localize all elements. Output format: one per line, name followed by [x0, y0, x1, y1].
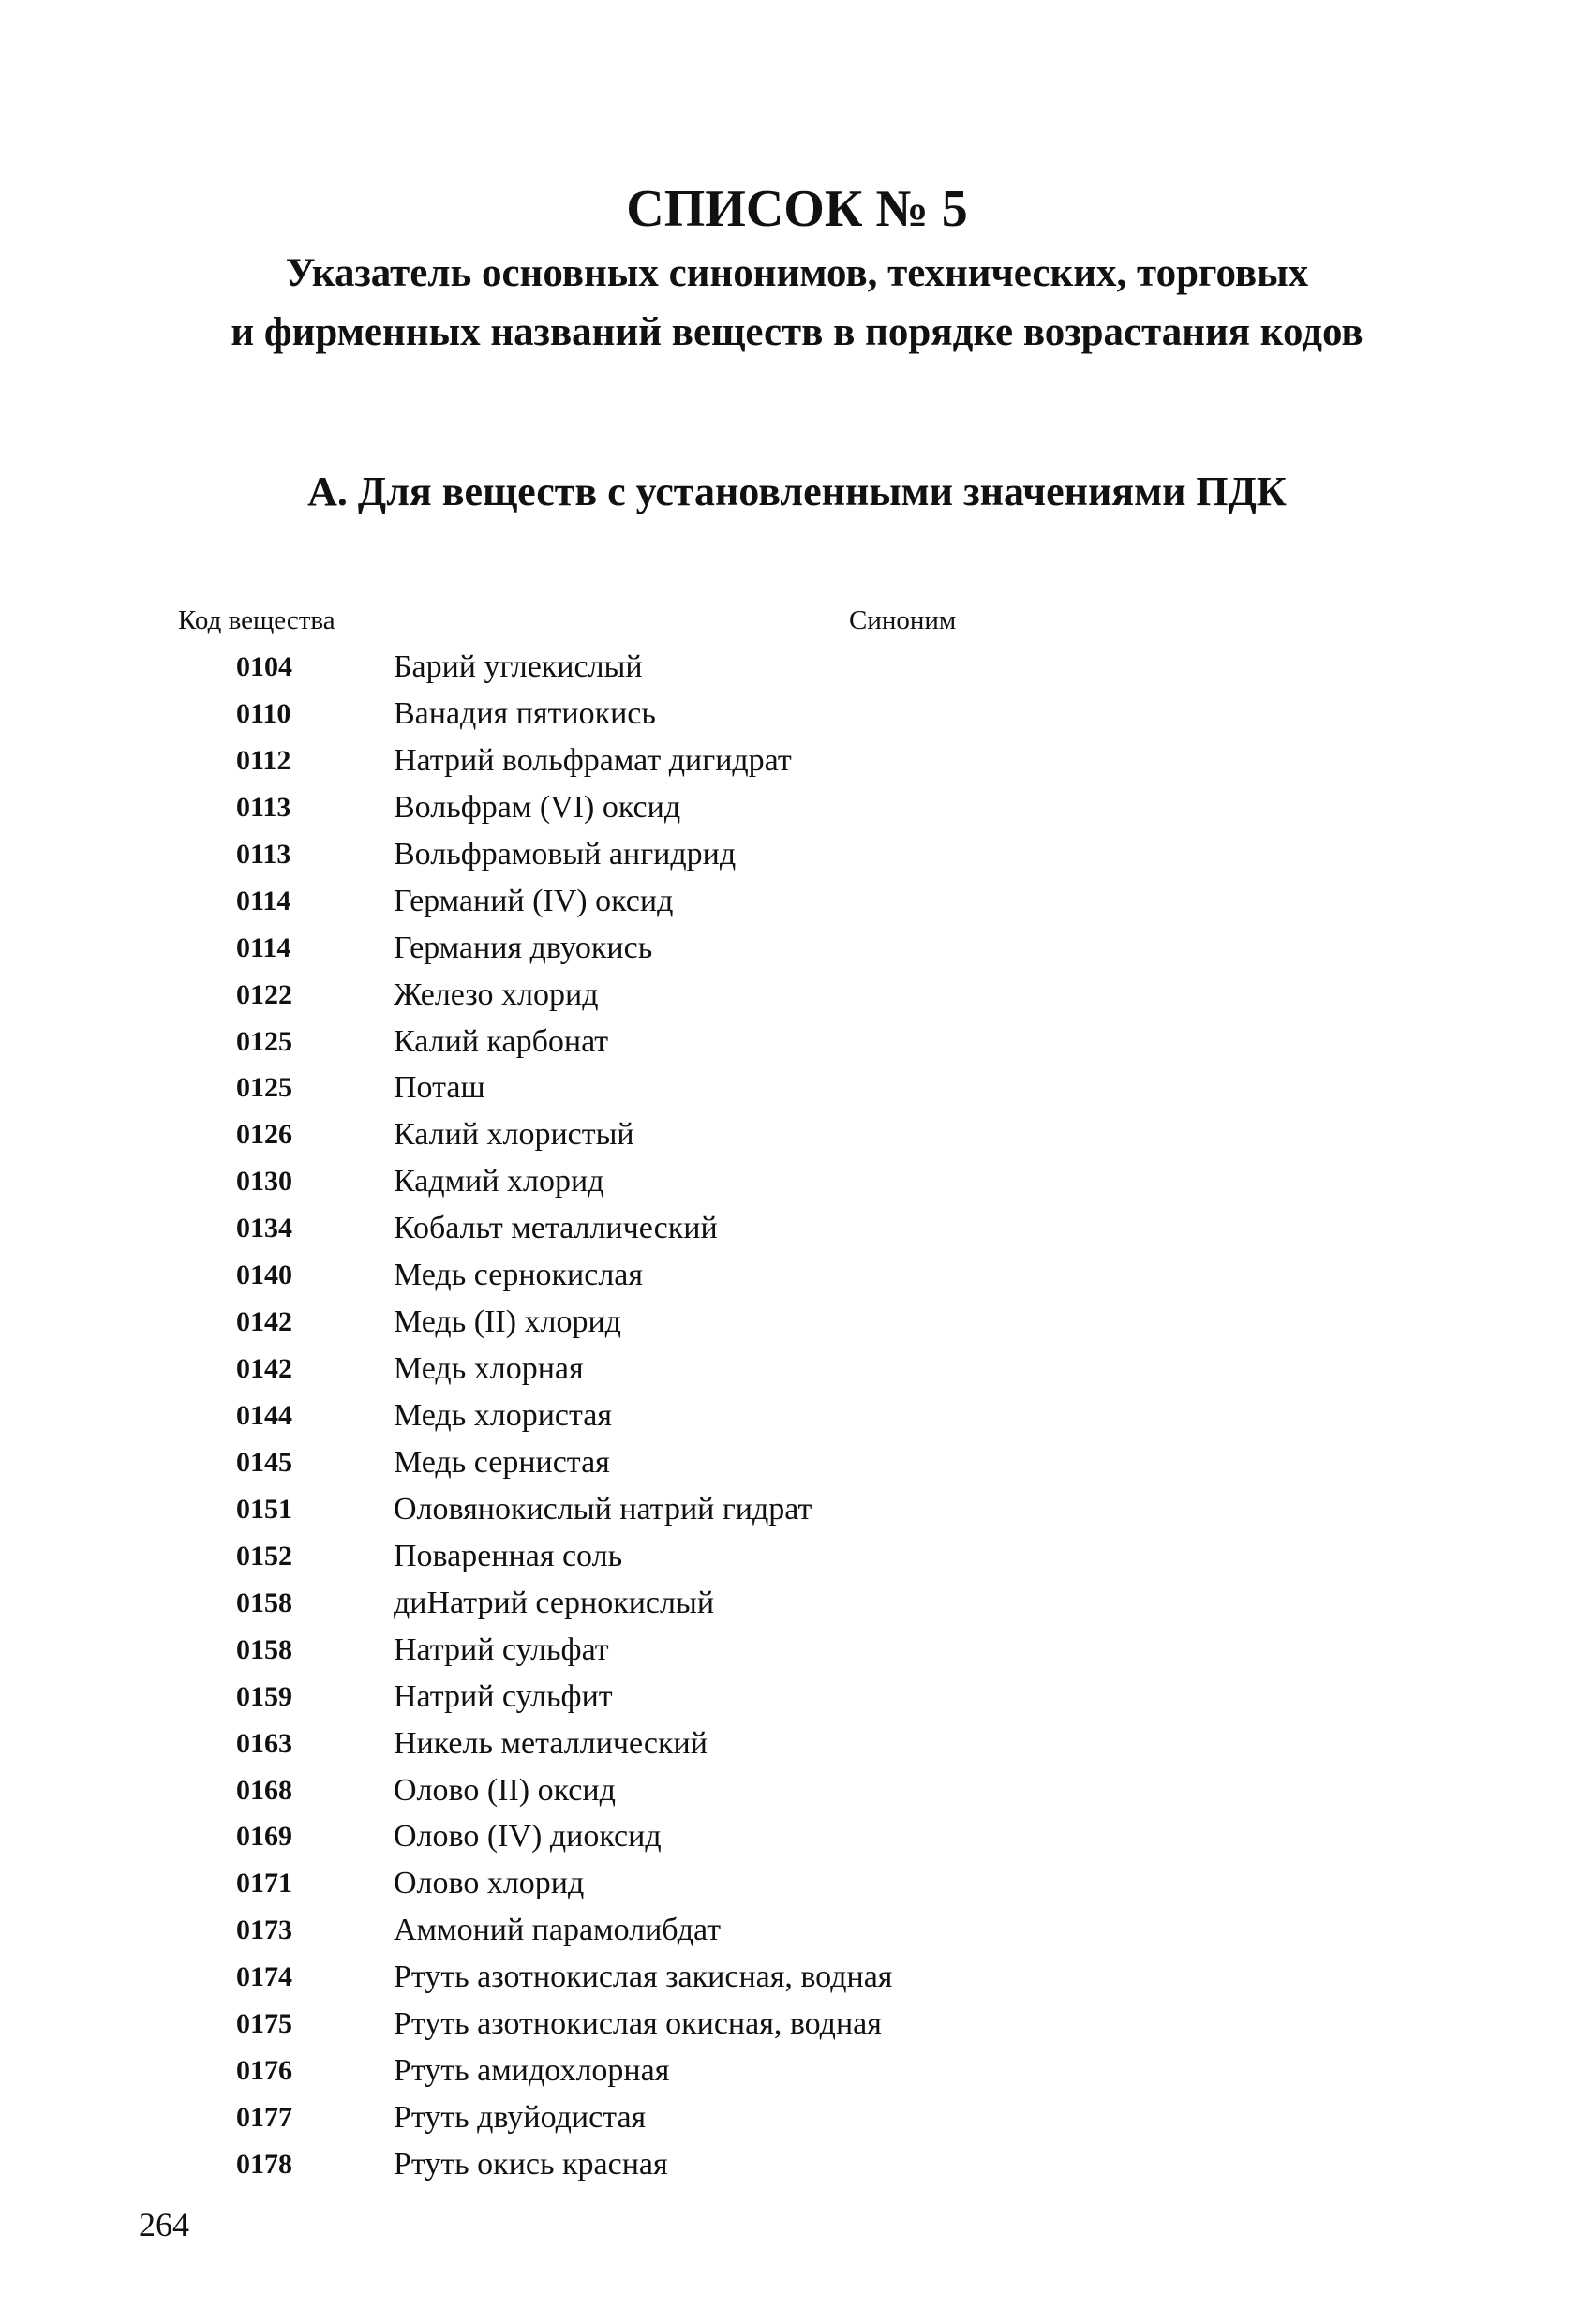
list-row — [0, 1486, 1594, 1533]
substance-code: 0142 — [236, 1353, 292, 1385]
substance-synonym: диНатрий сернокислый — [394, 1585, 715, 1620]
substance-code: 0134 — [236, 1213, 292, 1244]
list-row — [0, 972, 1594, 1019]
substance-synonym: Вольфрам (VI) оксид — [394, 789, 681, 825]
list-row — [0, 737, 1594, 784]
substance-synonym: Германий (IV) оксид — [394, 883, 674, 918]
substance-code: 0125 — [236, 1072, 292, 1104]
list-row — [0, 1019, 1594, 1065]
substance-synonym: Натрий сульфит — [394, 1678, 613, 1714]
substance-synonym: Ртуть двуйодистая — [394, 2100, 647, 2136]
list-row — [0, 1158, 1594, 1205]
substance-synonym: Ртуть окись красная — [394, 2147, 668, 2182]
list-row — [0, 878, 1594, 925]
substance-synonym: Медь хлористая — [394, 1398, 612, 1433]
list-row — [0, 2001, 1594, 2048]
substance-synonym: Германия двуокись — [394, 930, 653, 965]
substance-synonym: Медь сернокислая — [394, 1258, 644, 1293]
substance-synonym: Медь хлорная — [394, 1351, 584, 1387]
section-title: А. Для веществ с установленными значениями ПДК — [307, 469, 1287, 514]
substance-code: 0114 — [236, 885, 291, 916]
list-row — [0, 784, 1594, 831]
substance-code: 0171 — [236, 1868, 292, 1899]
substance-synonym: Медь (II) хлорид — [394, 1304, 621, 1340]
substance-synonym: Олово хлорид — [394, 1866, 585, 1901]
substance-code: 0122 — [236, 978, 292, 1010]
list-row — [0, 1907, 1594, 1954]
substance-synonym: Поташ — [394, 1070, 485, 1106]
list-row — [0, 1299, 1594, 1346]
column-header-synonym: Синоним — [849, 605, 957, 635]
substance-code: 0114 — [236, 931, 291, 963]
substance-synonym: Железо хлорид — [394, 976, 599, 1012]
substance-synonym: Кадмий хлорид — [394, 1164, 604, 1199]
list-row — [0, 1860, 1594, 1907]
substance-code: 0159 — [236, 1680, 292, 1712]
list-row — [0, 2141, 1594, 2188]
substance-synonym: Натрий сульфат — [394, 1631, 609, 1667]
substance-code: 0168 — [236, 1774, 292, 1806]
list-row — [0, 1767, 1594, 1814]
substance-code: 0163 — [236, 1727, 292, 1759]
list-row — [0, 1393, 1594, 1439]
page-title: СПИСОК № 5 — [626, 180, 968, 238]
substance-synonym: Вольфрамовый ангидрид — [394, 836, 737, 872]
substance-code: 0130 — [236, 1166, 292, 1198]
list-row — [0, 2094, 1594, 2141]
substance-synonym: Ванадия пятиокись — [394, 695, 656, 731]
substance-synonym: Калий хлористый — [394, 1117, 634, 1153]
substance-code: 0152 — [236, 1540, 292, 1572]
substance-synonym: Барий углекислый — [394, 649, 643, 684]
synonym-list — [0, 644, 1594, 2188]
substance-code: 0112 — [236, 744, 291, 776]
substance-code: 0113 — [236, 838, 291, 870]
list-row — [0, 1627, 1594, 1674]
substance-synonym: Медь сернистая — [394, 1444, 610, 1480]
list-row — [0, 1674, 1594, 1721]
substance-code: 0176 — [236, 2055, 292, 2087]
substance-synonym: Ртуть азотнокислая закисная, водная — [394, 1959, 893, 1995]
list-row — [0, 1580, 1594, 1627]
substance-synonym: Оловянокислый натрий гидрат — [394, 1491, 812, 1527]
list-row — [0, 1065, 1594, 1111]
substance-code: 0158 — [236, 1587, 292, 1618]
list-row — [0, 1813, 1594, 1860]
substance-code: 0144 — [236, 1400, 292, 1431]
list-row — [0, 831, 1594, 878]
substance-code: 0126 — [236, 1119, 292, 1151]
substance-synonym: Ртуть азотнокислая окисная, водная — [394, 2006, 882, 2042]
substance-code: 0169 — [236, 1821, 292, 1853]
substance-synonym: Кобальт металлический — [394, 1211, 718, 1246]
substance-synonym: Аммоний парамолибдат — [394, 1913, 722, 1948]
list-row — [0, 1533, 1594, 1580]
substance-synonym: Калий карбонат — [394, 1023, 609, 1059]
subtitle-line-2: и фирменных названий веществ в порядке возрастания кодов — [231, 310, 1363, 354]
list-row — [0, 2048, 1594, 2094]
substance-code: 0142 — [236, 1306, 292, 1338]
substance-code: 0113 — [236, 791, 291, 823]
list-row — [0, 925, 1594, 972]
substance-code: 0175 — [236, 2008, 292, 2040]
list-row — [0, 1111, 1594, 1158]
list-row — [0, 1252, 1594, 1299]
substance-code: 0140 — [236, 1259, 292, 1291]
substance-code: 0174 — [236, 1961, 292, 1993]
substance-code: 0125 — [236, 1025, 292, 1057]
substance-synonym: Олово (II) оксид — [394, 1772, 616, 1808]
substance-code: 0158 — [236, 1633, 292, 1665]
substance-synonym: Ртуть амидохлорная — [394, 2053, 670, 2089]
list-row — [0, 1346, 1594, 1393]
substance-code: 0145 — [236, 1446, 292, 1478]
substance-code: 0110 — [236, 697, 291, 729]
substance-synonym: Поваренная соль — [394, 1538, 623, 1573]
substance-code: 0151 — [236, 1493, 292, 1525]
column-header-code: Код вещества — [178, 605, 335, 635]
substance-code: 0104 — [236, 651, 292, 682]
list-row — [0, 1205, 1594, 1252]
page-number: 264 — [139, 2206, 189, 2243]
page-subtitle — [0, 244, 1594, 362]
substance-synonym: Натрий вольфрамат дигидрат — [394, 742, 792, 778]
list-row — [0, 1954, 1594, 2001]
list-row — [0, 691, 1594, 737]
substance-synonym: Олово (IV) диоксид — [394, 1819, 662, 1855]
list-row — [0, 1721, 1594, 1767]
subtitle-line-1: Указатель основных синонимов, технических, торговых — [285, 251, 1309, 295]
list-row — [0, 1439, 1594, 1486]
substance-synonym: Никель металлический — [394, 1725, 708, 1761]
substance-code: 0177 — [236, 2102, 292, 2134]
substance-code: 0178 — [236, 2149, 292, 2180]
list-row — [0, 644, 1594, 691]
substance-code: 0173 — [236, 1914, 292, 1946]
